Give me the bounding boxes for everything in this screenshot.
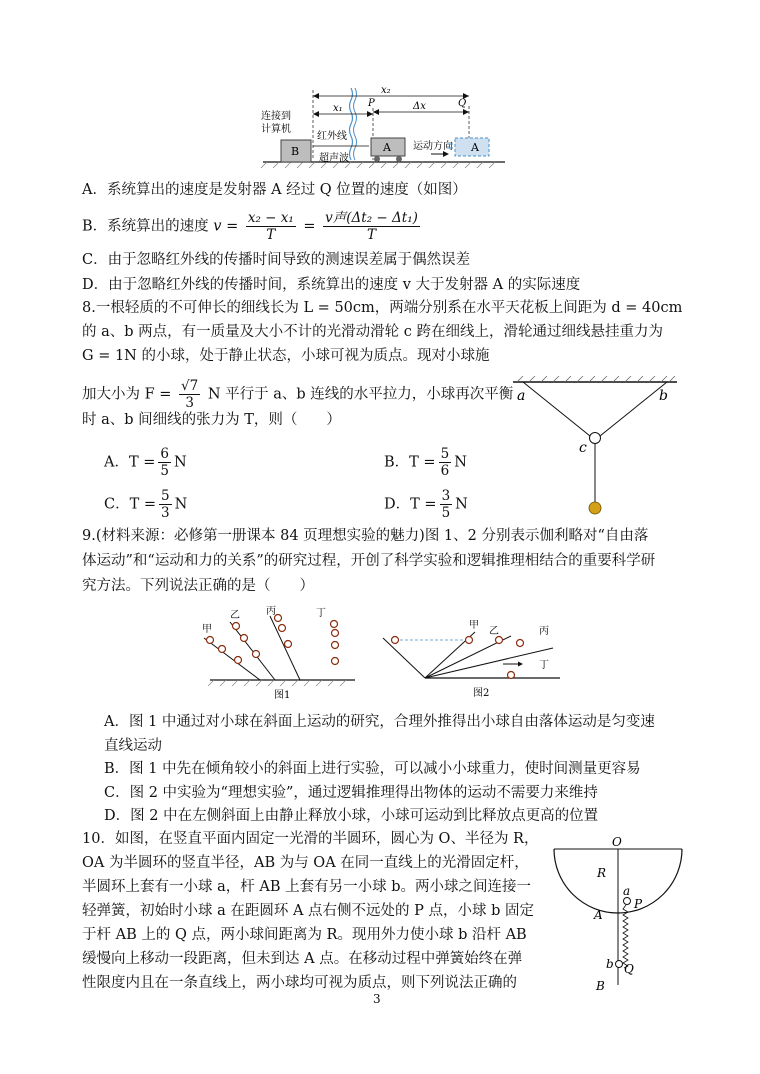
q8-line-2: 的 a、b 两点，有一质量及大小不计的光滑动滑轮 c 跨在细线上，滑轮通过细线悬挂重力为: [82, 324, 663, 340]
q7-option-a: A．系统算出的速度是发射器 A 经过 Q 位置的速度（如图）: [82, 182, 467, 198]
q10-line-5: 于杆 AB 上的 Q 点，两小球间距离为 R。现用外力使小球 b 沿杆 AB: [82, 927, 527, 943]
connect-label-2: 计算机: [261, 124, 291, 135]
q8-line-5: 时 a、b 间细线的张力为 T，则（ ）: [82, 412, 341, 428]
semicircle-figure: [548, 835, 688, 995]
q8-option-d: D．T = $\frac{3}{5}$ N: [384, 488, 468, 521]
x2-label: x₂: [381, 85, 391, 96]
q10-line-4: 轻弹簧，初始时小球 a 在距圆环 A 点右侧不远处的 P 点，小球 b 固定: [82, 903, 535, 919]
fig-q-label: Q: [624, 962, 634, 976]
fig-b-capital-label: B: [596, 979, 605, 993]
galileo-figure-1: [200, 604, 360, 704]
q8-line-1: 8.一根轻质的不可伸长的细线长为 L = 50cm，两端分别系在水平天花板上间距为 d = 40cm: [82, 300, 683, 316]
ultrasound-label: 超声波: [319, 153, 349, 164]
q9-option-d: D．图 2 中在左侧斜面上由静止释放小球，小球可运动到比释放点更高的位置: [104, 808, 599, 824]
fig2-ding: 丁: [539, 660, 549, 671]
q9-line-1: 9.(材料来源：必修第一册课本 84 页理想实验的魅力)图 1、2 分别表示伽利略对“自由落: [82, 528, 649, 544]
box-a-label: A: [383, 141, 391, 154]
connect-label-1: 连接到: [261, 111, 291, 122]
fig-a-capital-label: A: [594, 908, 603, 922]
fig2-caption: 图2: [473, 688, 490, 699]
q8-option-c: C．T = $\frac{5}{3}$ N: [104, 488, 188, 521]
fig2-yi: 乙: [489, 626, 499, 637]
q7-frac-2: $\frac{\text{v声(Δt₂ − Δt₁)}}{T}$: [325, 210, 418, 243]
fig1-jia: 甲: [202, 624, 212, 635]
dx-label: Δx: [413, 101, 426, 112]
speed-measure-figure: [255, 82, 515, 172]
fig-p-label: P: [634, 897, 643, 911]
fig1-yi: 乙: [230, 610, 240, 621]
fig-b-label: b: [659, 388, 668, 404]
fig-c-label: c: [579, 440, 587, 456]
q10-line-2: OA 为半圆环的竖直半径，AB 为与 OA 在同一直线上的光滑固定杆，: [82, 855, 529, 871]
q8-line-4: 加大小为 F = $\frac{√7}{3}$ N 平行于 a、b 连线的水平拉力，小球再次平衡: [82, 378, 514, 411]
q7-frac-1: $\frac{\text{x₂ − x₁}}{T}$: [247, 210, 294, 243]
fig-r-label: R: [597, 866, 607, 880]
x1-label: x₁: [333, 103, 343, 114]
galileo-figure-2: [375, 620, 570, 704]
pulley-figure: [505, 370, 685, 520]
p-label: P: [368, 98, 375, 109]
fig-a-label: a: [517, 388, 526, 404]
direction-label: 运动方向: [413, 141, 453, 152]
q8-option-b: B．T = $\frac{5}{6}$ N: [384, 446, 467, 479]
fig1-ding: 丁: [316, 608, 326, 619]
q9-line-3: 究方法。下列说法正确的是（ ）: [82, 578, 314, 594]
q7-option-c: C．由于忽略红外线的传播时间导致的测速误差属于偶然误差: [82, 252, 471, 268]
page-number: 3: [373, 992, 381, 1006]
q8-option-a: A．T = $\frac{6}{5}$ N: [104, 446, 187, 479]
q8-line-3: G = 1N 的小球，处于静止状态，小球可视为质点。现对小球施: [82, 348, 490, 364]
q10-line-1: 10．如图，在竖直平面内固定一光滑的半圆环，圆心为 O、半径为 R，: [82, 831, 539, 847]
fig1-caption: 图1: [274, 690, 291, 701]
q9-option-c: C．图 2 中实验为“理想实验”，通过逻辑推理得出物体的运动不需要力来维持: [104, 785, 598, 801]
q9-option-b: B．图 1 中先在倾角较小的斜面上进行实验，可以减小小球重力，使时间测量更容易: [104, 761, 641, 777]
q9-option-a-1: A．图 1 中通过对小球在斜面上运动的研究，合理外推得出小球自由落体运动是匀变速: [104, 714, 655, 730]
fig-o-label: O: [612, 835, 622, 849]
q10-line-6: 缓慢向上移动一段距离，但未到达 A 点。在移动过程中弹簧始终在弹: [82, 951, 523, 967]
q7-option-d: D．由于忽略红外线的传播时间，系统算出的速度 v 大于发射器 A 的实际速度: [82, 277, 581, 293]
box-a2-label: A: [471, 141, 479, 154]
q7-option-b: B．系统算出的速度 v = $\frac{\text{x₂ − x₁}}{T}$ = $\frac{\text{v声(Δt₂ − Δt₁)}}{T}$: [82, 210, 418, 243]
fig-a-small-label: a: [623, 884, 631, 898]
fig1-bing: 丙: [266, 606, 276, 617]
q-label: Q: [458, 98, 467, 109]
infrared-label: 红外线: [317, 131, 347, 142]
q9-option-a-2: 直线运动: [104, 738, 162, 754]
box-b-label: B: [291, 145, 300, 158]
q10-line-7: 性限度内且在一条直线上，两小球均可视为质点，则下列说法正确的: [82, 975, 517, 991]
fig2-bing: 丙: [539, 626, 549, 637]
fig2-jia: 甲: [469, 620, 479, 631]
q9-line-2: 体运动”和“运动和力的关系”的研究过程，开创了科学实验和逻辑推理相结合的重要科学研: [82, 553, 656, 569]
fig-b-small-label: b: [606, 957, 614, 971]
q10-line-3: 半圆环上套有一小球 a，杆 AB 上套有另一小球 b。两小球之间连接一: [82, 879, 531, 895]
